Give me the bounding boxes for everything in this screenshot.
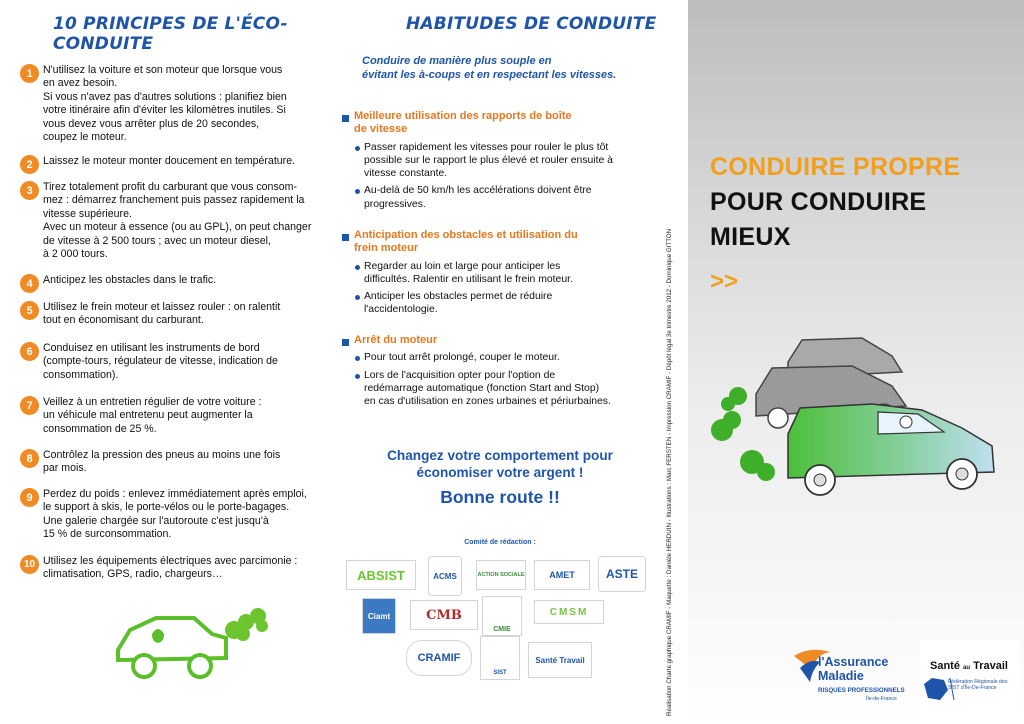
principle-number: 3 <box>20 181 39 200</box>
credits-strip: Réalisation Charte graphique CRAMIF - Maquette : Danièle HERDUIN - Illustrations : Marc FERSTEN - Impression CRAMIF - Dépôt légal 3e trimestre 2012 - Dominique GITTON <box>666 228 673 716</box>
logo-cmie: CMIE <box>482 596 522 636</box>
principle-number: 9 <box>20 488 39 507</box>
principle-text: Conduisez en utilisant les instruments de bord (compte-tours, régulateur de vitesse, indication de consommation). <box>43 342 278 381</box>
habit-bullet: Anticiper les obstacles permet de réduire l'accidentologie. <box>364 290 642 316</box>
logo-cmb: CMB <box>410 600 478 630</box>
logo-absist: ABSIST <box>346 560 416 590</box>
logo-cramif: CRAMIF <box>406 640 472 676</box>
principle-4 <box>20 274 335 290</box>
slogan-line: Changez votre comportement pour <box>387 448 613 463</box>
logo-aste: ASTE <box>598 556 646 592</box>
sante-travail-logo <box>920 640 1020 716</box>
principle-8 <box>20 449 335 476</box>
habit-section-anticipation <box>342 229 642 317</box>
principle-number: 5 <box>20 301 39 320</box>
habit-bullet: Lors de l'acquisition opter pour l'option de redémarrage automatique (fonction Start and Stop) en cas d'utilisation en zones urbaines et périurbaines. <box>364 369 642 409</box>
principle-7 <box>20 396 335 436</box>
slogan-line: économiser votre argent ! <box>416 465 584 480</box>
sante-title: Santé au Travail <box>930 660 1008 672</box>
sante-subtitle: Fédération Régionale des SIST d'Île-De-France <box>948 679 1008 692</box>
principle-number: 10 <box>20 555 39 574</box>
principles-title: 10 PRINCIPES DE L'ÉCO-CONDUITE <box>53 14 288 54</box>
cover-title-line1: CONDUIRE PROPRE <box>710 153 961 181</box>
principle-10 <box>20 555 335 582</box>
comite-label: Comité de rédaction : <box>464 539 536 546</box>
habit-bullet: Regarder au loin et large pour anticiper les difficultés. Ralentir en utilisant le frein moteur. <box>364 260 642 286</box>
principle-number: 4 <box>20 274 39 293</box>
dot-bullet-icon <box>355 146 360 151</box>
square-bullet-icon <box>342 339 349 346</box>
habit-section-gears <box>342 110 642 211</box>
principle-2 <box>20 155 335 171</box>
dot-bullet-icon <box>355 356 360 361</box>
principle-text: Utilisez les équipements électriques avec parcimonie : climatisation, GPS, radio, chargeurs… <box>43 555 298 581</box>
principle-number: 8 <box>20 449 39 468</box>
principle-text: Utilisez le frein moteur et laissez rouler : on ralentit tout en économisant du carburant. <box>43 301 281 327</box>
principle-number: 6 <box>20 342 39 361</box>
principle-text: N'utilisez la voiture et son moteur que lorsque vous en avez besoin. Si vous n'avez pas d'autres solutions : planifiez bien votre itinéraire afin d'éviter les kilomètres inutiles. Si vous devez vous arrêter plus de 20 secondes, coupez le moteur. <box>43 64 287 144</box>
habit-heading: Anticipation des obstacles et utilisation du frein moteur <box>354 229 578 255</box>
dot-bullet-icon <box>355 265 360 270</box>
assurance-line2: Maladie <box>818 669 864 683</box>
logo-action-sociale: ACTION SOCIALE <box>476 560 526 590</box>
dot-bullet-icon <box>355 189 360 194</box>
principle-text: Tirez totalement profit du carburant que vous consom- mez : démarrez franchement puis passez rapidement la vitesse supérieure. Avec un moteur à essence (ou au GPL), on peut changer de vitesse à 2 500 tours ; avec un moteur diesel, à 2 000 tours. <box>43 181 312 261</box>
habits-panel <box>340 0 670 724</box>
habit-bullet: Passer rapidement les vitesses pour rouler le plus tôt possible sur le rapport le plus élevé et rouler ensuite à vitesse constante. <box>364 141 642 181</box>
assurance-line3: RISQUES PROFESSIONNELS <box>818 687 905 694</box>
principle-text: Veillez à un entretien régulier de votre voiture : un véhicule mal entretenu peut augmenter la consommation de 25 %. <box>43 396 262 435</box>
habit-bullet: Au-delà de 50 km/h les accélérations doivent être progressives. <box>364 184 642 210</box>
logo-sist: SIST <box>480 636 520 680</box>
principles-panel <box>0 0 340 724</box>
cover-arrows: >> <box>710 268 739 295</box>
exhaust-cloud-icon <box>225 608 268 641</box>
assurance-line1: l'Assurance <box>818 655 889 669</box>
logo-cmsm: CMSM <box>534 600 604 624</box>
logo-ciamt: Ciamt <box>362 598 396 634</box>
principle-number: 2 <box>20 155 39 174</box>
logo-sante-travail: Santé Travail <box>528 642 592 678</box>
principle-text: Laissez le moteur monter doucement en température. <box>43 155 296 167</box>
cars-illustration <box>692 322 1024 512</box>
bonne-route: Bonne route !! <box>440 487 560 507</box>
logo-acms: ACMS <box>428 556 462 596</box>
principle-1 <box>20 64 335 144</box>
square-bullet-icon <box>342 115 349 122</box>
principle-3 <box>20 181 335 261</box>
habit-heading: Arrêt du moteur <box>354 334 438 346</box>
habit-bullet: Pour tout arrêt prolongé, couper le moteur. <box>364 351 642 364</box>
assurance-line4: Île-de-France <box>866 696 897 702</box>
square-bullet-icon <box>342 234 349 241</box>
dot-bullet-icon <box>355 374 360 379</box>
cover-title-line2: POUR CONDUIRE <box>710 188 927 216</box>
principle-text: Perdez du poids : enlevez immédiatement après emploi, le support à skis, le porte-vélos ou le porte-bagages. Une galerie chargée sur l'autoroute c'est jusqu'à 15 % de surconsommation. <box>43 488 307 541</box>
slogan <box>340 447 660 481</box>
habit-section-engine-stop <box>342 334 642 408</box>
habit-heading: Meilleure utilisation des rapports de boîte de vitesse <box>354 110 572 136</box>
habits-title: HABITUDES DE CONDUITE <box>406 14 657 34</box>
logo-amet: AMET <box>534 560 590 590</box>
green-car-icon <box>788 404 994 495</box>
principle-6 <box>20 342 335 382</box>
principle-9 <box>20 488 335 542</box>
principle-5 <box>20 301 335 328</box>
principle-text: Anticipez les obstacles dans le trafic. <box>43 274 217 286</box>
principle-number: 1 <box>20 64 39 83</box>
dot-bullet-icon <box>355 295 360 300</box>
eco-car-illustration <box>112 596 272 686</box>
cover-title-line3: MIEUX <box>710 223 791 251</box>
habits-intro: Conduire de manière plus souple en évitant les à-coups et en respectant les vitesses. <box>362 55 617 81</box>
principle-text: Contrôlez la pression des pneus au moins une fois par mois. <box>43 449 281 475</box>
principle-number: 7 <box>20 396 39 415</box>
